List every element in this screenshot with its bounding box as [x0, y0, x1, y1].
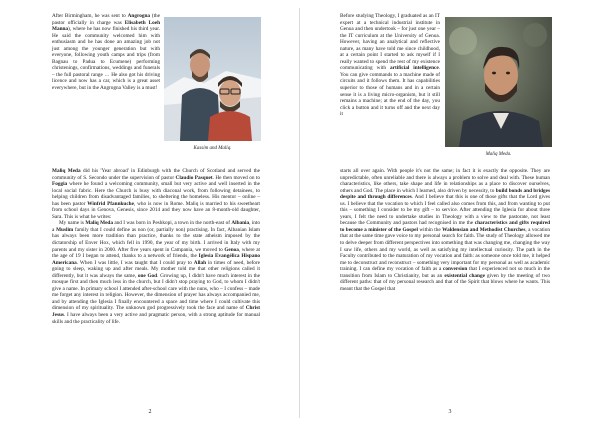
left-full-width-text: [52, 168, 260, 325]
paragraph: [52, 168, 260, 220]
photo-maliq-meda: [445, 17, 552, 147]
page-number-left: 2: [148, 409, 152, 415]
bold-text-run: Christ Jesus: [52, 305, 260, 319]
left-column-text: [52, 13, 160, 92]
right-full-width-text: [340, 168, 550, 292]
bold-text-run: Foggia: [52, 181, 68, 188]
bold-text-run: Maliq Meda: [85, 220, 113, 227]
text-run: After Birmingham, he was sent to: [52, 13, 128, 19]
page-number-right: 3: [448, 409, 452, 415]
paragraph: [52, 13, 160, 92]
photo-caption-left: Kassim and Maliq.: [193, 146, 232, 151]
text-run: family that I could define as non (or, partially non) practising. In fact, Albanian Islam has always been more tradition than practice, thanks to the state atheism imposed by the dictatorship of Enver Hox, which fell in 1990, the year of my birth. I arrived in Italy with my parents and my sister in 2000. After five years spent in Campania, we moved to: [52, 226, 260, 253]
text-run: starts all over again. With people it's not the same; in fact it is exactly the opposite. They are unpredictable, often unreliable and there is always a problem to solve and deal with. These human characteristics, like others, take shape and life in relationships as a place to discover ourselves, others and God. The place in which I learned, also driven by necessity, to: [340, 168, 550, 194]
bold-text-run: build bonds and bridges despite and through differences: [340, 187, 550, 201]
bold-text-run: Muslim: [56, 226, 74, 233]
text-run: given by the meeting of two different paths: that of my personal research and that of the Spirit that blows where he wants. This meant that the Gospel that: [340, 272, 550, 292]
bold-text-run: Claudio Pasquet: [175, 174, 213, 181]
bold-text-run: conversion: [443, 266, 468, 273]
text-run: did his 'Year abroad' in Edinburgh with the Church of Scotland and served the community of S. Secondo under the supervision of pastor: [52, 168, 261, 181]
bold-text-run: Albania: [231, 220, 250, 227]
bold-text-run: Allah: [193, 259, 207, 266]
text-run: , into a: [52, 220, 261, 233]
bold-text-run: Waldensian and Methodist Churches: [442, 226, 526, 233]
text-run: Before studying Theology, I graduated as an IT expert at a technical industrial institute in Genoa and then undertook – for just one year – the IT curriculum at the University of Genoa. However, having an analytical and reflective nature, as many have told me since childhood, at a certain point I started to ask myself if I really wanted to spend the rest of my existence communicating with: [340, 13, 440, 72]
text-run: My name is: [59, 220, 86, 227]
text-run: in times of need, before going to sleep, waking up and after meals. My mother told me that other religions called it differently, but it was always the same,: [52, 259, 260, 279]
text-run: . He then moved on to: [212, 174, 260, 181]
bold-text-run: one God: [137, 272, 158, 279]
paragraph: [52, 220, 260, 325]
text-run: (the pastor officially in charge was: [52, 13, 160, 26]
bold-text-run: existential change: [444, 272, 485, 279]
bold-text-run: Angrogna: [127, 13, 150, 19]
bold-text-run: Genoa: [224, 246, 239, 253]
bold-text-run: artificial intelligence: [390, 65, 439, 72]
text-run: . You can give commands to a machine made of circuits and it follows them. It has capabilities superior to those of humans and in a certain sense it is a living micro-organism, but it still remains a machine; at the end of the day, you click a button and it turns off and the next day it: [340, 65, 440, 118]
text-run: ), where he has now finished his third year. He said the community welcomed him with enthusiasm and he has done an amazing job not just among the younger generation but with everyone, following youth camps and trips (from Bagnau to Padua to Ecumene) performing christenings, confirmations, weddings and funerals – the full pastoral range … He also got his driving licence and now has a car, which is a great asset everywhere, but in the Angrogna Valley is a must!: [52, 26, 160, 92]
paragraph: [340, 168, 550, 292]
paragraph: [340, 13, 440, 118]
right-page: [300, 0, 600, 425]
text-run: . When I was little, I was taught that I could pray to: [76, 259, 194, 266]
text-run: , where at the age of 19 I began to attend, thanks to a network of friends, the: [52, 246, 260, 260]
bold-text-run: Winfrid Pfannkuche: [87, 200, 134, 207]
bold-text-run: Elisabeth Loeh Manna: [52, 19, 160, 33]
bold-text-run: Maliq Meda: [52, 168, 81, 174]
bold-text-run: Iglesia Evangélica Hispano Americana: [52, 253, 260, 266]
text-run: that I experienced not so much in the transition from Islam to Christianity, but as an: [340, 266, 550, 279]
text-run: . I have always been a very active and pragmatic person, with a strong aptitude for manual skills and the practicality of life.: [52, 312, 260, 325]
bold-text-run: characteristics and gifts required to become a minister of the Gospel: [340, 220, 550, 233]
photo-caption-right: Maliq Meda.: [485, 152, 512, 157]
text-run: , who is now in Rome. Maliq is married to his sweetheart from school days in Genova, Genesis, since 2014 and they now have an 8-month-old daughter, Sara. This is what he writes:: [52, 200, 260, 220]
photo-kassim-and-maliq-image: [164, 17, 261, 141]
text-run: , a vocation that at the same time gave voice to my personal search for faith. The study of Theology allowed me to delve deeper from different perspectives into something that was changing me, changing the way I saw life, others and my world, as well as satisfying my intellectual curiosity. The path in the Faculty contributed to the maturation of my vocation and faith: as someone once told me, it helped me to deconstruct and reconstruct – something very important for my personal as well as academic training. I can define my vocation of faith as a: [340, 226, 550, 273]
photo-kassim-and-maliq: [164, 17, 261, 141]
text-run: within the: [417, 226, 443, 233]
text-run: . And I believe that this is one of those gifts that the Lord gives us. I believe that the vocation to which I feel called also comes from this, and from wanting to put this – something I consider to be my gift – to service. After attending the Iglesia for about three years, I felt the need to undertake studies in Theology with a view to the pastorate, not least because the Community and pastors had recognised in me the: [340, 194, 550, 227]
photo-maliq-meda-image: [445, 17, 552, 147]
text-run: where he found a welcoming community, small but very active and well inserted in the local social fabric. Here the Church is busy with diaconal work, from following detainees, to helping children from disadvantaged families, to sheltering the homeless. His mentor – online – has been pastor: [52, 181, 260, 207]
right-column-text: [340, 13, 440, 118]
text-run: and I was born in Peshkopi, a town in the north-east of: [112, 220, 232, 227]
text-run: . Growing up, I didn't have much interest in the mosque first and then much less in the church, but I didn't stop praying to God, to whom I didn't give a name. In primary school I attended after-school care with the nuns, who – I confess – made me forget any interest in religion. However, the dimension of prayer has always accompanied me, and by attending the Iglesia I finally encountered a space and time where I could cultivate this dimension of my spirituality. The unknown god progressively took the face and name of: [52, 272, 260, 312]
